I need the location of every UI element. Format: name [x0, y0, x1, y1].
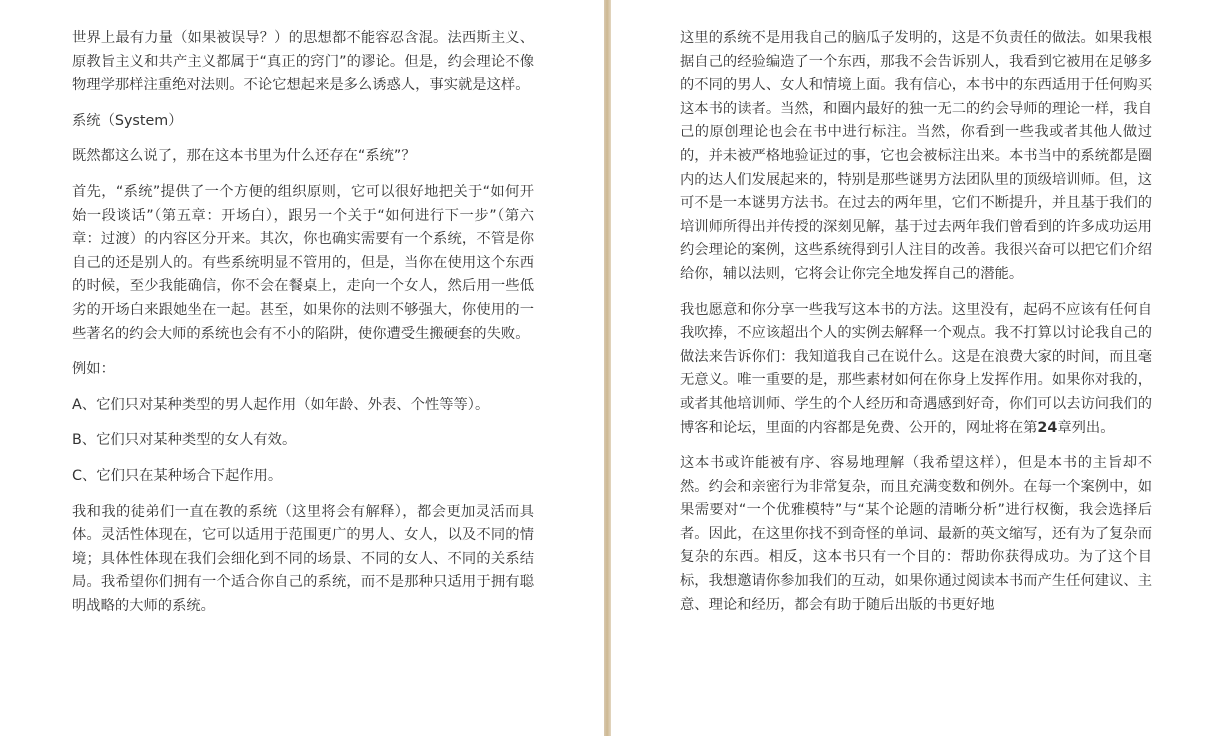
chapter-number: 24	[1037, 419, 1058, 436]
paragraph-writing-method	[680, 299, 1152, 441]
left-page-text	[72, 27, 534, 630]
paragraph-example-intro: 例如：	[72, 361, 115, 378]
list-item-a: A、它们只对某种类型的男人起作用（如年龄、外表、个性等等）。	[72, 396, 490, 413]
right-page	[611, 0, 1210, 736]
paragraph-question: 既然都这么说了，那在这本书里为什么还存在“系统”？	[72, 148, 416, 165]
list-item-c: C、它们只在某种场合下起作用。	[72, 467, 283, 484]
section-heading-system: 系统（System）	[72, 112, 183, 129]
paragraph-our-system: 我和我的徒弟们一直在教的系统（这里将会有解释），都会更加灵活而具体。灵活性体现在，它可以适用于范围更广的男人、女人，以及不同的情境；具体性体现在我们会细化到不同的场景、不同的女人、不同的关系结局。我希望你们拥有一个适合你自己的系统，而不是那种只适用于拥有聪明战略的大师的系统。	[72, 503, 534, 614]
paragraph-ideology: 世界上最有力量（如果被误导？）的思想都不能容忍含混。法西斯主义、原教旨主义和共产主义都属于“真正的窍门”的谬论。但是，约会理论不像物理学那样注重绝对法则。不论它想起来是多么诱惑人，事实就是这样。	[72, 30, 534, 94]
paragraph-writing-method-end: 章列出。	[1057, 419, 1115, 436]
book-gutter	[604, 0, 611, 736]
paragraph-book-purpose: 这本书或许能被有序、容易地理解（我希望这样），但是本书的主旨却不然。约会和亲密行为非常复杂，而且充满变数和例外。在每一个案例中，如果需要对“一个优雅模特”与“某个论题的清晰分析”进行权衡，我会选择后者。因此，在这里你找不到奇怪的单词、最新的英文缩写，还有为了复杂而复杂的东西。相反，这本书只有一个目的：帮助你获得成功。为了这个目标，我想邀请你参加我们的互动，如果你通过阅读本书而产生任何建议、主意、理论和经历，都会有助于随后出版的书更好地	[680, 455, 1152, 613]
list-item-b: B、它们只对某种类型的女人有效。	[72, 432, 297, 449]
paragraph-writing-method-text: 我也愿意和你分享一些我写这本书的方法。这里没有，起码不应该有任何自我吹捧，不应该超出个人的实例去解释一个观点。我不打算以讨论我自己的做法来告诉你们：我知道我自己在说什么。这是在浪费大家的时间，而且毫无意义。唯一重要的是，那些素材如何在你身上发挥作用。如果你对我的，或者其他培训师、学生的个人经历和奇遇感到好奇，你们可以去访问我们的博客和论坛，里面的内容都是免费、公开的，网址将在第	[680, 301, 1152, 436]
paragraph-first-reason: 首先，“系统”提供了一个方便的组织原则，它可以很好地把关于“如何开始一段谈话”（第五章：开场白），跟另一个关于“如何进行下一步”（第六章：过渡）的内容区分开来。其次，你也确实需要有一个系统，不管是你自己的还是别人的。有些系统明显不管用的，但是，当你在使用这个东西的时候，至少我能确信，你不会在餐桌上，走向一个女人，然后用一些低劣的开场白来跟她坐在一起。甚至，如果你的法则不够强大，你使用的一些著名的约会大师的系统也会有不小的陷阱，使你遭受生搬硬套的失败。	[72, 183, 534, 342]
paragraph-system-origin: 这里的系统不是用我自己的脑瓜子发明的，这是不负责任的做法。如果我根据自己的经验编造了一个东西，那我不会告诉别人，我看到它被用在足够多的不同的男人、女人和情境上面。我有信心，本书中的东西适用于任何购买这本书的读者。当然，和圈内最好的独一无二的约会导师的理论一样，我自己的原创理论也会在书中进行标注。当然，你看到一些我或者其他人做过的，并未被严格地验证过的事，它也会被标注出来。本书当中的系统都是圈内的达人们发展起来的，特别是那些谜男方法团队里的顶级培训师。但，这可不是一本谜男方法书。在过去的两年里，它们不断提升，并且基于我们的培训师所得出并传授的深刻见解，基于过去两年我们曾看到的许多成功运用约会理论的案例，这些系统得到引人注目的改善。我很兴奋可以把它们介绍给你，辅以法则，它将会让你完全地发挥自己的潜能。	[680, 30, 1152, 282]
right-page-text	[680, 27, 1152, 629]
